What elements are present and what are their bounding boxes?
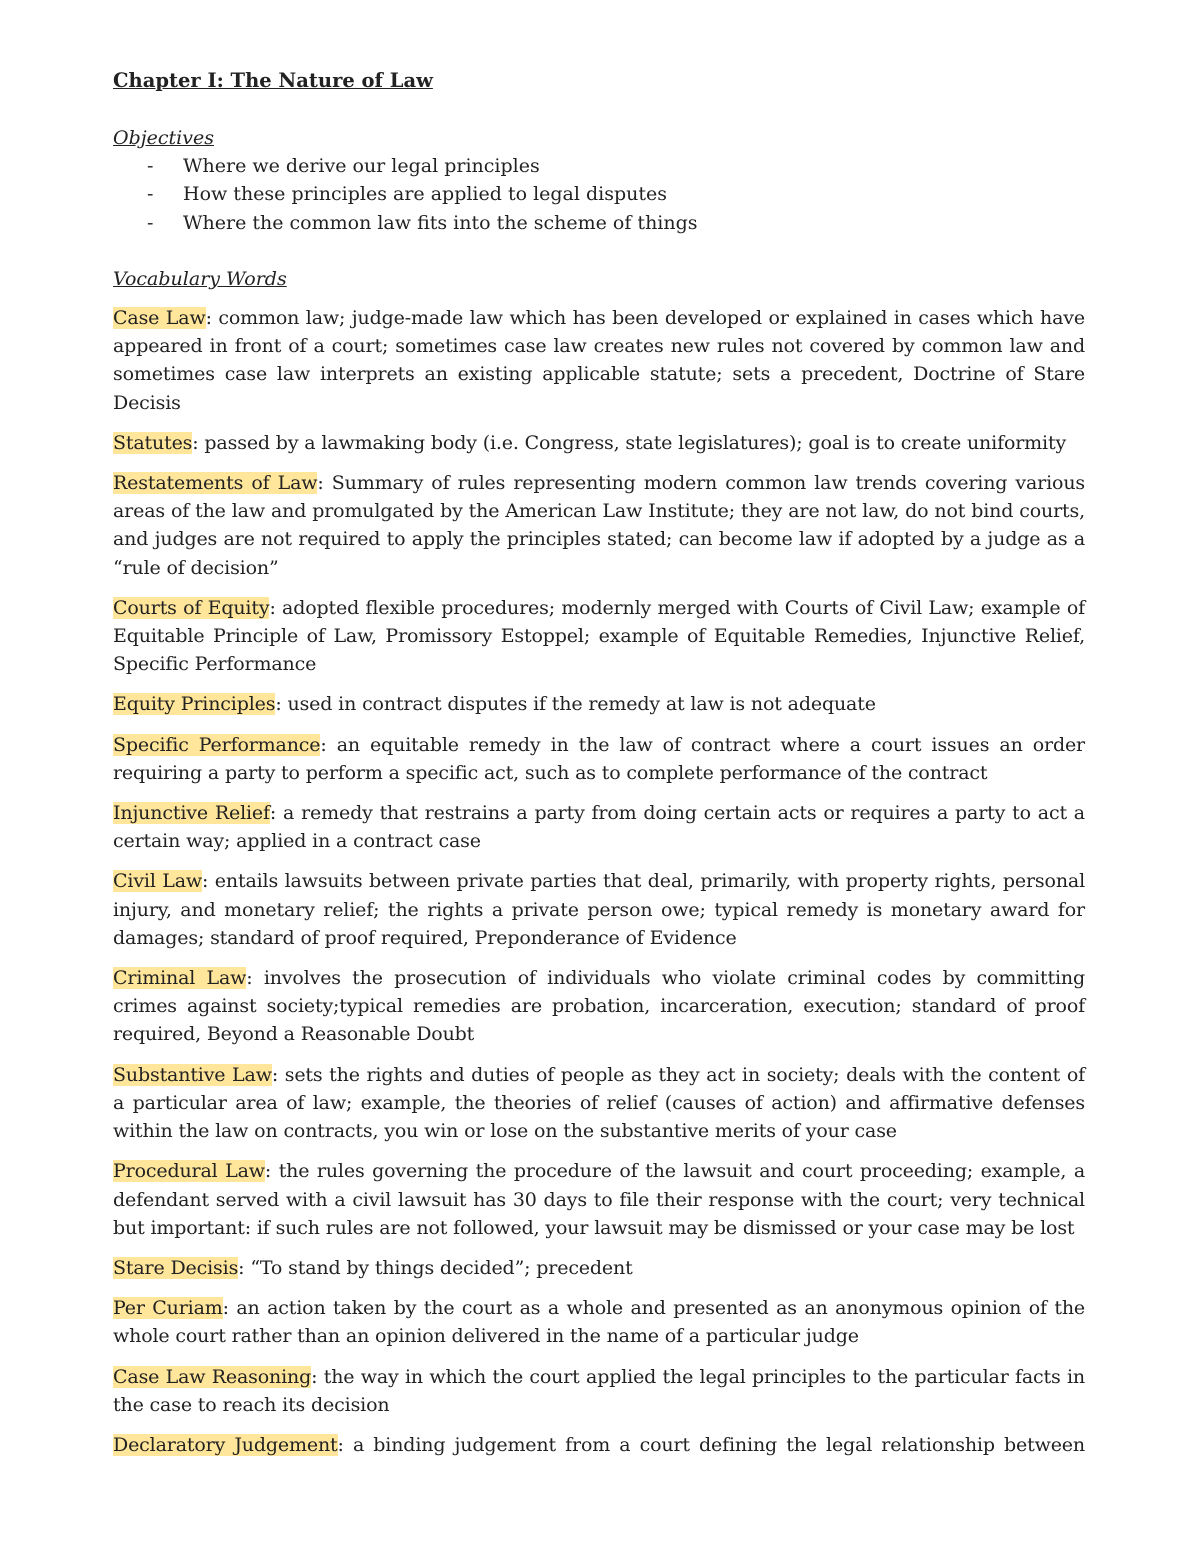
- vocab-term: Stare Decisis: [113, 1256, 239, 1279]
- vocab-term: Substantive Law: [113, 1063, 272, 1086]
- vocabulary-list: [113, 304, 1085, 1459]
- vocab-term: Procedural Law: [113, 1160, 265, 1183]
- vocab-entry-specific-performance: [113, 731, 1085, 787]
- dash-bullet-icon: -: [147, 183, 154, 206]
- vocab-term: Injunctive Relief: [113, 802, 270, 825]
- vocab-definition: : common law; judge-made law which has been developed or explained in cases which have appeared in front of a court; sometimes case law creates new rules not covered by common law and sometimes case law interprets an existing applicable statute; sets a precedent, Doctrine of Stare Decisis: [113, 307, 1085, 414]
- vocab-entry-equity-principles: [113, 690, 1085, 718]
- vocab-entry-civil-law: [113, 867, 1085, 952]
- objective-text: Where the common law fits into the scheme of things: [183, 211, 698, 234]
- vocab-definition: : entails lawsuits between private parties that deal, primarily, with property rights, personal injury, and monetary relief; the rights a private person owe; typical remedy is monetary award for damages; standard of proof required, Preponderance of Evidence: [113, 870, 1086, 949]
- vocab-term: Case Law: [113, 307, 206, 330]
- vocab-term: Statutes: [113, 431, 193, 454]
- vocab-definition: : the way in which the court applied the legal principles to the particular facts in the case to reach its decision: [113, 1365, 1085, 1416]
- vocab-term: Civil Law: [113, 870, 203, 893]
- vocab-definition: : an equitable remedy in the law of contract where a court issues an order requiring a party to perform a specific act, such as to complete performance of the contract: [113, 733, 1085, 784]
- vocab-term: Equity Principles: [113, 693, 276, 716]
- vocab-entry-criminal-law: [113, 964, 1085, 1049]
- vocab-definition: : involves the prosecution of individuals who violate criminal codes by committing crimes against society;typical remedies are probation, incarceration, execution; standard of proof required, Beyond a Reasonable Doubt: [113, 967, 1085, 1046]
- vocab-entry-per-curiam: [113, 1294, 1085, 1350]
- objective-item: [113, 180, 1085, 208]
- vocab-term: Per Curiam: [113, 1297, 223, 1320]
- vocab-entry-courts-of-equity: [113, 594, 1085, 679]
- vocab-definition: : the rules governing the procedure of the lawsuit and court proceeding; example, a defendant served with a civil lawsuit has 30 days to file their response with the court; very technical but important: if such rules are not followed, your lawsuit may be dismissed or your case may be lost: [113, 1160, 1085, 1239]
- dash-bullet-icon: -: [147, 211, 154, 234]
- vocab-term: Case Law Reasoning: [113, 1365, 312, 1388]
- chapter-title: Chapter I: The Nature of Law: [113, 69, 433, 92]
- vocab-entry-case-law: [113, 304, 1085, 417]
- vocab-definition: : an action taken by the court as a whole and presented as an anonymous opinion of the whole court rather than an opinion delivered in the name of a particular judge: [113, 1297, 1085, 1348]
- vocab-definition: : passed by a lawmaking body (i.e. Congress, state legislatures); goal is to create uniformity: [192, 431, 1067, 454]
- vocab-entry-stare-decisis: [113, 1254, 1085, 1282]
- document-page: [113, 66, 1085, 1471]
- vocab-entry-case-law-reasoning: [113, 1363, 1085, 1419]
- dash-bullet-icon: -: [147, 155, 154, 178]
- vocabulary-heading: Vocabulary Words: [113, 267, 287, 290]
- vocab-term: Specific Performance: [113, 733, 321, 756]
- objective-item: [113, 209, 1085, 237]
- vocab-definition: : a remedy that restrains a party from doing certain acts or requires a party to act a certain way; applied in a contract case: [113, 802, 1085, 853]
- vocab-entry-substantive-law: [113, 1061, 1085, 1146]
- vocab-term: Declaratory Judgement: [113, 1433, 338, 1456]
- vocab-definition: : sets the rights and duties of people as they act in society; deals with the content of a particular area of law; example, the theories of relief (causes of action) and affirmative defenses within the law on contracts, you win or lose on the substantive merits of your case: [113, 1063, 1085, 1143]
- objectives-heading: Objectives: [113, 127, 214, 149]
- vocab-definition: : a binding judgement from a court defining the legal relationship between: [337, 1433, 1085, 1456]
- vocab-definition: : used in contract disputes if the remedy at law is not adequate: [275, 693, 876, 716]
- vocab-entry-procedural-law: [113, 1157, 1085, 1242]
- vocab-term: Restatements of Law: [113, 472, 318, 495]
- vocab-entry-restatements-of-law: [113, 469, 1085, 582]
- vocab-term: Criminal Law: [113, 967, 247, 990]
- objective-text: Where we derive our legal principles: [183, 155, 540, 178]
- vocab-entry-declaratory-judgement: [113, 1431, 1085, 1459]
- vocab-term: Courts of Equity: [113, 596, 270, 619]
- vocab-definition: : adopted flexible procedures; modernly merged with Courts of Civil Law; example of Equitable Principle of Law, Promissory Estoppel; example of Equitable Remedies, Injunctive Relief, Specific Performance: [113, 596, 1086, 676]
- objective-text: How these principles are applied to legal disputes: [183, 183, 668, 206]
- vocab-entry-statutes: [113, 429, 1085, 457]
- vocab-definition: : “To stand by things decided”; precedent: [238, 1256, 633, 1279]
- objective-item: [113, 152, 1085, 180]
- vocab-definition: : Summary of rules representing modern common law trends covering various areas of the law and promulgated by the American Law Institute; they are not law, do not bind courts, and judges are not required to apply the principles stated; can become law if adopted by a judge as a “rule of decision”: [113, 472, 1086, 579]
- objectives-list: [113, 152, 1085, 237]
- vocab-entry-injunctive-relief: [113, 799, 1085, 855]
